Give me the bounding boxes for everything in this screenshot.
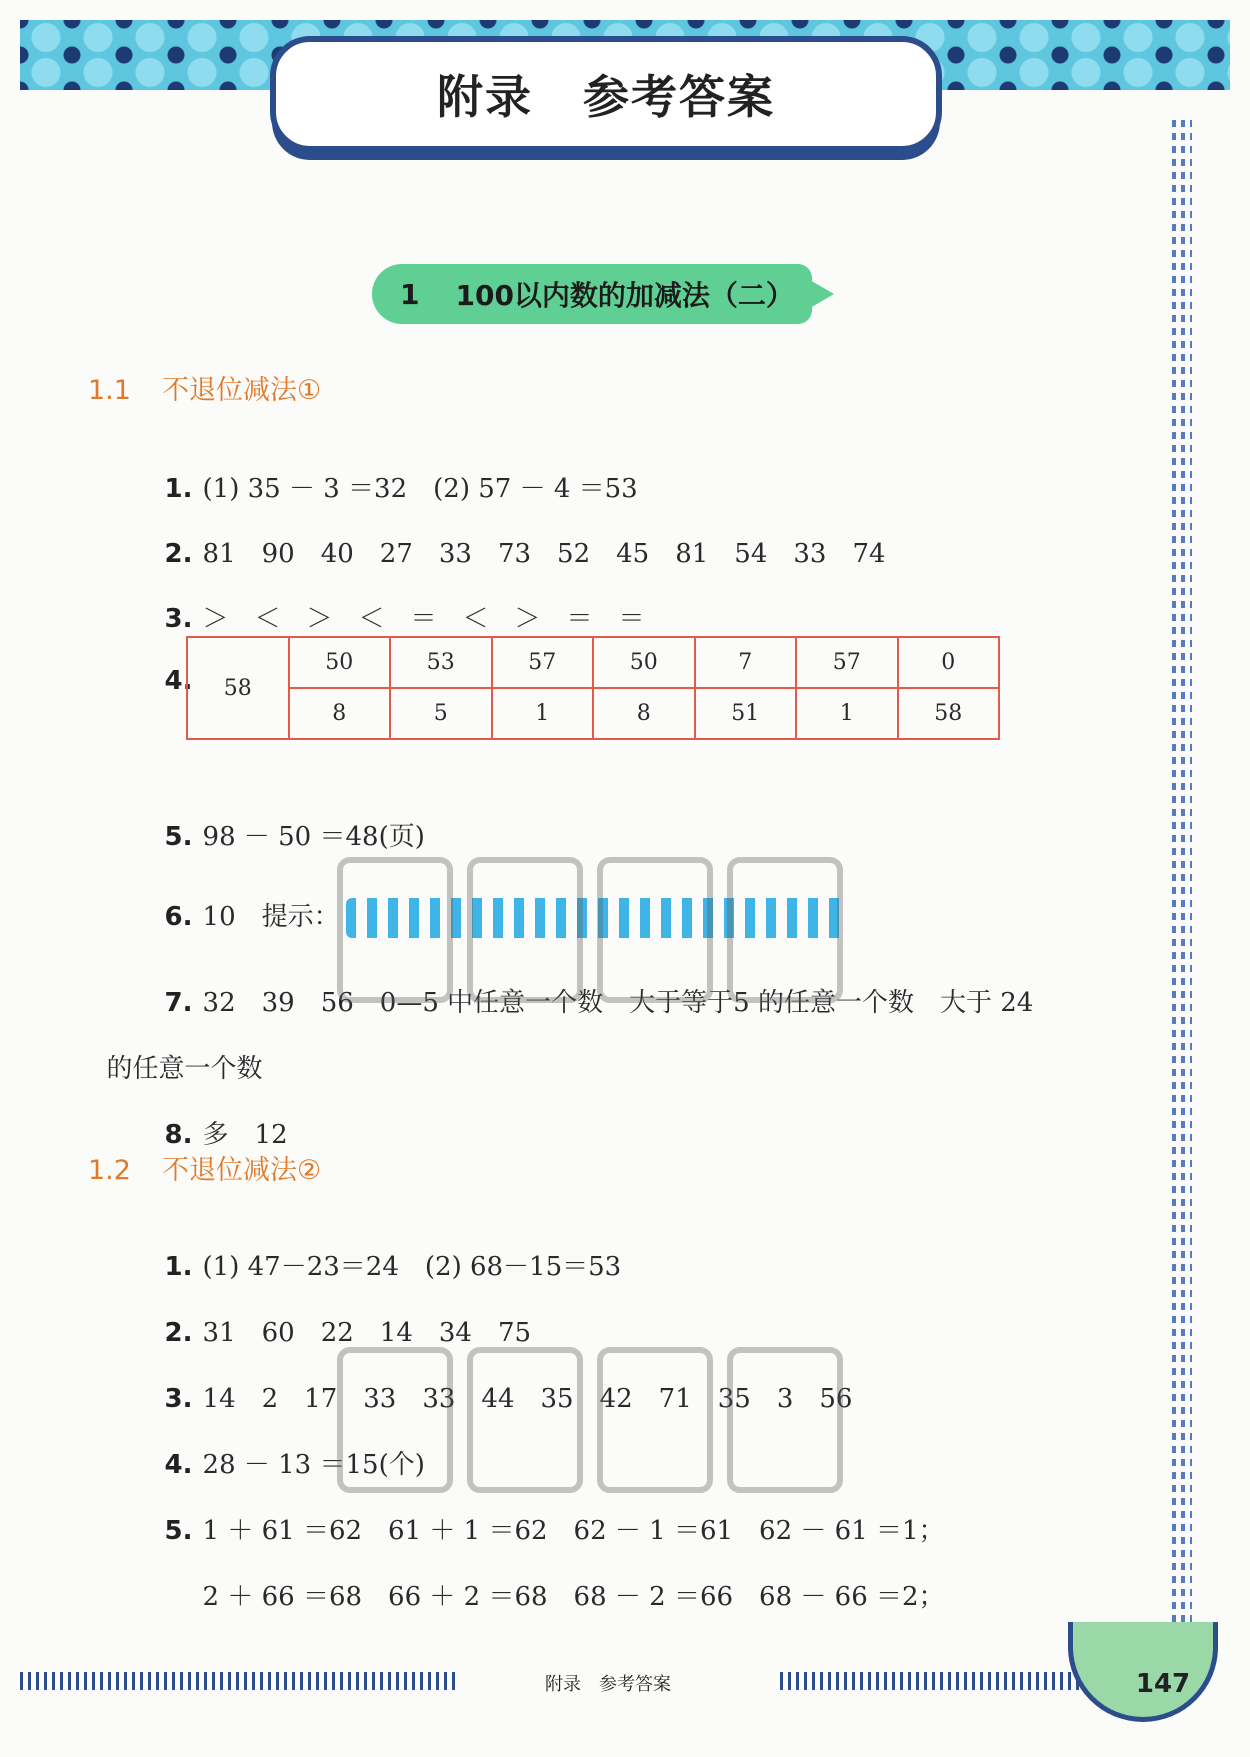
title-part-answers: 参考答案 <box>583 70 775 124</box>
page-number: 147 <box>1135 1669 1191 1699</box>
watermark-graphic <box>330 840 870 1020</box>
title-part-appendix: 附录 <box>437 70 533 124</box>
answer-1-2-q1: 1. (1) 47－23＝24 (2) 68－15＝53 <box>164 1252 622 1282</box>
table-cell: 50 <box>593 637 695 688</box>
answer-1-2-q5-cont: 2 ＋ 66 ＝68 66 ＋ 2 ＝68 68 － 2 ＝66 68 － 66 ＝2； <box>202 1582 945 1612</box>
answer-1-1-q5: 5. 98 － 50 ＝48(页) <box>164 822 425 852</box>
footer-decoration-right <box>780 1672 1080 1690</box>
table-cell: 8 <box>593 688 695 739</box>
answer-1-1-q3: 3. ＞ ＜ ＞ ＜ ＝ ＜ ＞ ＝ ＝ <box>164 604 645 634</box>
table-cell: 58 <box>898 688 1000 739</box>
table-cell: 53 <box>390 637 492 688</box>
page-title <box>270 36 942 152</box>
footer-decoration-left <box>20 1672 460 1690</box>
answer-1-2-q2: 2. 31 60 22 14 34 75 <box>164 1318 532 1348</box>
table-cell-total: 58 <box>187 637 289 739</box>
table-cell: 50 <box>289 637 391 688</box>
footer-label: 附录 参考答案 <box>545 1674 671 1695</box>
table-cell: 5 <box>390 688 492 739</box>
answer-1-1-q7: 7. 32 39 56 0—5 中任意一个数 大于等于5 的任意一个数 大于 24 <box>164 988 1034 1018</box>
answer-table <box>186 636 1000 740</box>
table-cell: 57 <box>492 637 594 688</box>
answer-1-1-q6: 6. 10 提示： <box>148 866 846 938</box>
table-cell: 51 <box>695 688 797 739</box>
answer-1-1-q2: 2. 81 90 40 27 33 73 52 45 81 54 33 74 <box>164 539 886 569</box>
section-heading-1-2: 1.2 不退位减法② <box>88 1155 322 1186</box>
section-heading-1-1: 1.1 不退位减法① <box>88 375 322 406</box>
table-cell: 1 <box>492 688 594 739</box>
chapter-title: 100以内数的加减法（二） <box>455 279 794 312</box>
answer-1-1-q8: 8. 多 12 <box>164 1120 288 1150</box>
table-cell: 1 <box>796 688 898 739</box>
table-cell: 8 <box>289 688 391 739</box>
table-cell: 0 <box>898 637 1000 688</box>
answer-1-2-q5: 5. 1 ＋ 61 ＝62 61 ＋ 1 ＝62 62 － 1 ＝61 62 － 61 ＝1； <box>164 1516 945 1546</box>
chapter-heading <box>372 264 812 324</box>
table-cell: 7 <box>695 637 797 688</box>
answer-1-1-q1: 1. (1) 35 － 3 ＝32 (2) 57 － 4 ＝53 <box>164 474 638 504</box>
chapter-number: 1 <box>400 277 420 311</box>
right-border-decoration <box>1172 120 1192 1630</box>
table-cell: 57 <box>796 637 898 688</box>
page-number-badge <box>1068 1622 1218 1722</box>
answer-1-1-q7-cont: 的任意一个数 <box>106 1054 263 1084</box>
answer-1-2-q3: 3. 14 2 17 33 33 44 35 42 71 35 3 56 <box>164 1384 853 1414</box>
answer-1-1-q4-label: 4. <box>164 666 193 696</box>
answer-1-2-q4: 4. 28 － 13 ＝15(个) <box>164 1450 425 1480</box>
watermark-graphic <box>330 1330 870 1510</box>
